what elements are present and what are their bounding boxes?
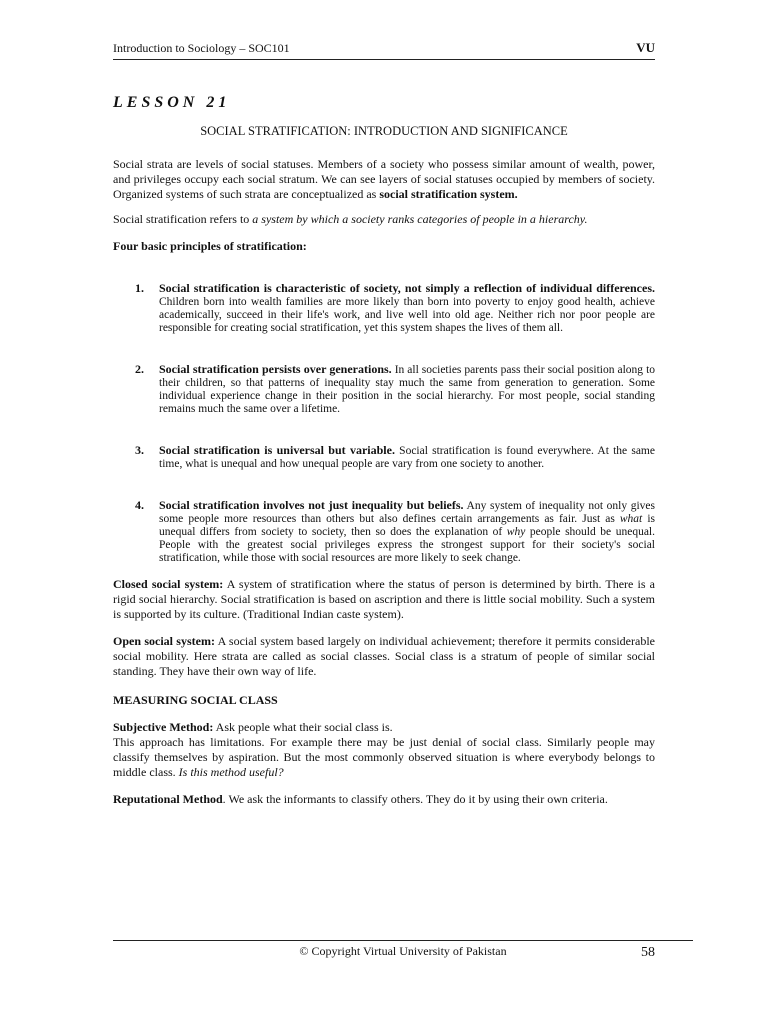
intro-paragraph: Social strata are levels of social statuses. Members of a society who possess similar amount of wealth, power, and privileges occupy each social stratum. We can see layers of social statuses occupied by members of society. Organized systems of such strata are conceptualized as social stratification system. xyxy=(113,157,655,201)
course-title: Introduction to Sociology – SOC101 xyxy=(113,41,290,55)
page-number: 58 xyxy=(641,945,655,960)
document-page xyxy=(113,40,655,807)
reputational-method-paragraph: Reputational Method. We ask the informants to classify others. They do it by using their own criteria. xyxy=(113,792,608,806)
lesson-number: LESSON 21 xyxy=(113,94,231,111)
closed-system-paragraph: Closed social system: A system of stratification where the status of person is determined by birth. There is a rigid social hierarchy. Social stratification is based on ascription and there is little social mobility. Such a system is supported by its culture. (Traditional Indian caste system). xyxy=(113,577,655,621)
subjective-method-paragraph: Subjective Method: Ask people what their social class is. This approach has limitations. For example there may be just denial of social class. Similarly people may classify themselves by aspiration. But the most commonly observed situation is where everybody belongs to middle class. Is this method useful? xyxy=(113,720,655,779)
page-footer xyxy=(113,940,693,959)
copyright-text: © Copyright Virtual University of Pakistan xyxy=(299,944,507,958)
list-item: 2. Social stratification persists over generations. In all societies parents pass their social position along to their children, so that patterns of inequality stay much the same from generation to generation. Some individual experience change in their position in the social hierarchy. For most people, social standing remains much the same over a lifetime. xyxy=(135,362,656,415)
principles-list xyxy=(113,282,655,565)
definition-paragraph: Social stratification refers to a system by which a society ranks categories of people in a hierarchy. xyxy=(113,212,588,226)
page-header xyxy=(113,40,655,60)
lesson-title: SOCIAL STRATIFICATION: INTRODUCTION AND SIGNIFICANCE xyxy=(200,124,568,138)
measuring-heading: MEASURING SOCIAL CLASS xyxy=(113,693,278,707)
principles-heading: Four basic principles of stratification: xyxy=(113,239,307,253)
open-system-paragraph: Open social system: A social system based largely on individual achievement; therefore it permits considerable social mobility. Here strata are called as social classes. Social class is a stratum of people of similar social standing. They have their own way of life. xyxy=(113,634,655,678)
list-item: 4. Social stratification involves not just inequality but beliefs. Any system of inequality not only gives some people more resources than others but also defines certain arrangements as fair. Just as what is unequal differs from society to society, then so does the explanation of why people should be unequal. People with the greatest social privileges express the strongest support for their society's social stratification, while those with social resources are more likely to seek change. xyxy=(135,498,655,564)
list-item: 1. Social stratification is characteristic of society, not simply a reflection of individual differences. Children born into wealth families are more likely than born into poverty to enjoy good health, achieve academically, succeed in their life's work, and live well into old age. Neither rich nor poor people are responsible for creating social stratification, yet this system shapes the lives of them all. xyxy=(135,281,655,334)
list-item: 3. Social stratification is universal but variable. Social stratification is found everywhere. At the same time, what is unequal and how unequal people are vary from one society to another. xyxy=(135,443,655,470)
org-label: VU xyxy=(636,40,655,55)
